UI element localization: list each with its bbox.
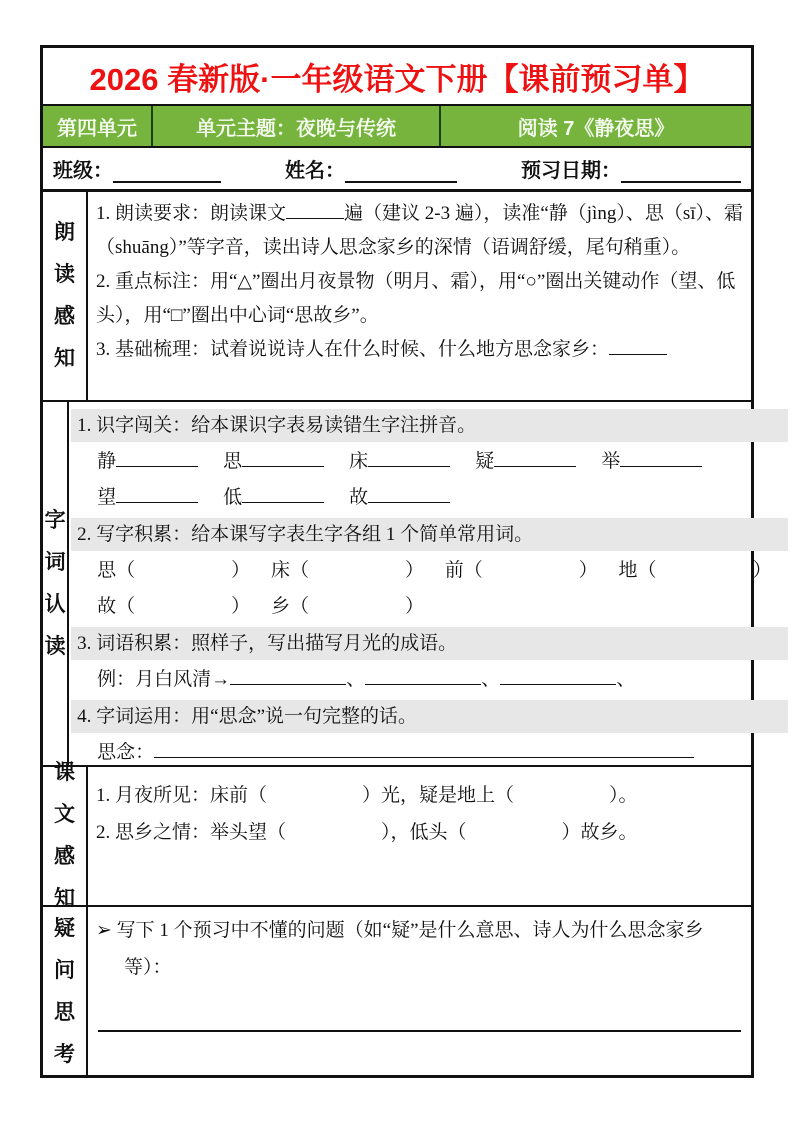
paren: （ — [289, 596, 309, 617]
item-text: 2. 思乡之情：举头望（ — [96, 822, 287, 843]
list-item — [96, 814, 743, 851]
item-text: ）故乡。 — [561, 822, 638, 843]
list-item: 2. 重点标注：用“△”圈出月夜景物（明月、霜），用“○”圈出关键动作（望、低头），用“□”圈出中心词“思故乡”。 — [96, 271, 736, 326]
class-label: 班级： — [53, 160, 113, 182]
character: 床 — [349, 451, 369, 472]
section-content — [88, 192, 751, 400]
section-text-perception — [43, 761, 751, 910]
list-item — [96, 777, 743, 814]
character: 举 — [601, 451, 621, 472]
unit-theme: 单元主题：夜晚与传统 — [153, 106, 441, 146]
student-info-row — [43, 148, 751, 192]
sentence-prompt: 思念： — [97, 742, 155, 763]
word-group — [271, 596, 424, 617]
fill-blank[interactable] — [620, 446, 702, 467]
word-group — [97, 596, 250, 617]
word-group — [619, 560, 772, 581]
paren: （ — [116, 596, 136, 617]
task-heading: 2. 写字积累：给本课写字表生字各组 1 个简单常用词。 — [71, 518, 787, 551]
arrow-bullet-icon: ➢ — [96, 920, 112, 941]
character: 静 — [97, 451, 117, 472]
fill-blank[interactable] — [242, 482, 324, 503]
character: 前 — [444, 560, 464, 581]
paren: （ — [116, 560, 136, 581]
class-input[interactable] — [113, 159, 221, 183]
date-input[interactable] — [621, 159, 741, 183]
item-text: 1. 朗读要求：朗读课文 — [96, 203, 287, 224]
section-content — [88, 767, 751, 905]
unit-number: 第四单元 — [43, 106, 153, 146]
character: 地 — [618, 560, 638, 581]
name-input[interactable] — [345, 159, 457, 183]
paren: ） — [231, 596, 251, 617]
question-text: 写下 1 个预习中不懂的问题（如“疑”是什么意思、诗人为什么思念家乡等）： — [116, 920, 704, 978]
separator: 、 — [481, 669, 501, 690]
word-row — [71, 589, 787, 625]
character: 乡 — [270, 596, 290, 617]
section-label — [43, 761, 88, 910]
example-lead: 例：月白风清→ — [97, 669, 231, 690]
fill-blank[interactable] — [154, 737, 694, 758]
sentence-row — [71, 735, 787, 771]
name-label: 姓名： — [285, 160, 345, 182]
item-text: 1. 月夜所见：床前（ — [96, 785, 268, 806]
character: 故 — [97, 596, 117, 617]
fill-blank[interactable] — [286, 198, 344, 219]
fill-blank[interactable] — [609, 334, 667, 355]
task-heading: 1. 识字闯关：给本课识字表易读错生字注拼音。 — [71, 409, 787, 442]
paren: ） — [578, 560, 598, 581]
paren: ） — [752, 560, 772, 581]
word-row — [71, 553, 787, 589]
character: 思 — [97, 560, 117, 581]
date-field-group — [521, 154, 741, 183]
character: 故 — [349, 487, 369, 508]
section-label — [43, 192, 88, 400]
character: 床 — [270, 560, 290, 581]
paren: （ — [463, 560, 483, 581]
character: 思 — [223, 451, 243, 472]
section-label-text: 疑问思考 — [53, 917, 75, 1066]
class-field-group — [53, 154, 221, 183]
character: 望 — [97, 487, 117, 508]
section-reading-perception — [43, 192, 751, 402]
name-field-group — [285, 154, 457, 183]
section-content — [69, 402, 791, 765]
fill-blank[interactable] — [116, 446, 198, 467]
list-item — [96, 197, 743, 265]
question-prompt — [96, 912, 743, 986]
word-group — [271, 560, 424, 581]
page-title: 2026 春新版·一年级语文下册【课前预习单】 — [43, 48, 751, 106]
fill-blank[interactable] — [365, 664, 481, 685]
section-question-thinking — [43, 907, 751, 1077]
answer-line[interactable] — [98, 986, 741, 1032]
answer-line[interactable] — [98, 1032, 741, 1078]
item-text: ）。 — [609, 785, 638, 806]
section-label — [43, 907, 88, 1077]
pinyin-row — [71, 444, 787, 480]
unit-bar — [43, 106, 751, 148]
fill-blank[interactable] — [500, 664, 616, 685]
word-group — [97, 560, 250, 581]
section-label-text: 朗读感知 — [53, 221, 75, 370]
fill-blank[interactable] — [242, 446, 324, 467]
lesson-title: 阅读 7《静夜思》 — [517, 117, 675, 140]
pinyin-row — [71, 480, 787, 516]
paren: （ — [637, 560, 657, 581]
character: 疑 — [475, 451, 495, 472]
section-label-text: 课文感知 — [53, 761, 75, 910]
paren: ） — [404, 596, 424, 617]
fill-blank[interactable] — [368, 482, 450, 503]
paren: （ — [289, 560, 309, 581]
section-label-text: 字词认读 — [44, 508, 66, 658]
section-word-recognition — [43, 402, 772, 767]
separator: 、 — [346, 669, 366, 690]
character: 低 — [223, 487, 243, 508]
item-text: ）光，疑是地上（ — [362, 785, 515, 806]
section-content — [88, 907, 751, 1077]
word-group — [445, 560, 598, 581]
idiom-row — [71, 662, 787, 698]
fill-blank[interactable] — [230, 664, 346, 685]
item-text: 3. 基础梳理：试着说说诗人在什么时候、什么地方思念家乡： — [96, 339, 610, 360]
item-text: ），低头（ — [381, 822, 467, 843]
paren: ） — [231, 560, 251, 581]
item-text: 遍（建议 2-3 遍），读准“静（jìng）、思（sī）、霜（shuāng）”等字音，读出诗人思念家乡的深情（语调舒缓，尾句稍重）。 — [96, 203, 744, 258]
separator: 、 — [616, 669, 636, 690]
task-heading: 4. 字词运用：用“思念”说一句完整的话。 — [71, 700, 787, 733]
date-label: 预习日期： — [521, 160, 621, 182]
worksheet — [40, 45, 772, 1078]
fill-blank[interactable] — [116, 482, 198, 503]
paren: ） — [404, 560, 424, 581]
section-label — [43, 402, 69, 765]
task-heading: 3. 词语积累：照样子，写出描写月光的成语。 — [71, 627, 787, 660]
fill-blank[interactable] — [368, 446, 450, 467]
list-item — [96, 333, 743, 367]
fill-blank[interactable] — [494, 446, 576, 467]
